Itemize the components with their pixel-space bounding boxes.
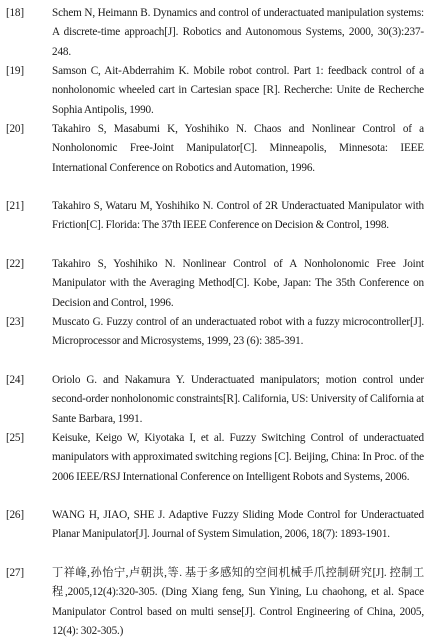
reference-item <box>6 371 424 429</box>
reference-text: WANG H, JIAO, SHE J. Adaptive Fuzzy Sliding Mode Control for Underactuated Planar Manipulator[J]. Journal of System Simulation, 2006, 18(7): 1893-1901. <box>52 509 424 541</box>
reference-item <box>6 62 424 120</box>
reference-item <box>6 313 424 352</box>
reference-item <box>6 429 424 487</box>
reference-text: Keisuke, Keigo W, Kiyotaka I, et al. Fuzzy Switching Control of underactuated manipulators with approximated switching regions [C]. Beijing, China: In Proc. of the 2006 IEEE/RSJ International Conference on Intelligent Robots and Systems, 2006. <box>52 432 424 483</box>
reference-text: Samson C, Ait-Abderrahim K. Mobile robot control. Part 1: feedback control of a nonholonomic wheeled cart in Cartesian space [R]. Recherche: Unite de Recherche Sophia Antipolis, 1990. <box>52 65 424 116</box>
reference-number: [18] <box>6 7 24 19</box>
reference-number: [21] <box>6 200 24 212</box>
reference-text: Muscato G. Fuzzy control of an underactuated robot with a fuzzy microcontroller[J]. Microprocessor and Microsystems, 1999, 23 (6): 385-391. <box>52 316 424 348</box>
reference-number: [27] <box>6 567 24 579</box>
reference-item <box>6 506 424 545</box>
reference-text: Schem N, Heimann B. Dynamics and control of underactuated manipulation systems: A discrete-time approach[J]. Robotics and Autonomous Systems, 2000, 30(3):237-248. <box>52 7 424 58</box>
reference-text: Takahiro S, Wataru M, Yoshihiko N. Control of 2R Underactuated Manipulator with Friction[C]. Florida: The 37th IEEE Conference on Decision & Control, 1998. <box>52 200 424 232</box>
reference-text: 丁祥峰,孙怡宁,卢朝洪,等. 基于多感知的空间机械手爪控制研究[J]. 控制工程,2005,12(4):320-305. (Ding Xiang feng, Sun Yining, Lu chaohong, et al. Space Manipulator Control based on multi sense[J]. Control Engineering of China, 2005, 12(4): 302-305.) <box>52 567 424 637</box>
reference-item <box>6 120 424 178</box>
reference-number: [24] <box>6 374 24 386</box>
reference-text: Oriolo G. and Nakamura Y. Underactuated manipulators; motion control under second-order nonholonomic constraints[R]. California, US: University of California at Sante Barbara, 1991. <box>52 374 424 425</box>
reference-text: Takahiro S, Yoshihiko N. Nonlinear Control of A Nonholonomic Free Joint Manipulator with the Averaging Method[C]. Kobe, Japan: The 35th Conference on Decision and Control, 1996. <box>52 258 424 309</box>
reference-item <box>6 4 424 62</box>
reference-number: [22] <box>6 258 24 270</box>
reference-number: [25] <box>6 432 24 444</box>
reference-number: [20] <box>6 123 24 135</box>
reference-number: [26] <box>6 509 24 521</box>
reference-item <box>6 197 424 236</box>
reference-item <box>6 255 424 313</box>
reference-item <box>6 564 424 641</box>
reference-text: Takahiro S, Masabumi K, Yoshihiko N. Chaos and Nonlinear Control of a Nonholonomic Free-Joint Manipulator[C]. Minneapolis, Minnesota: IEEE International Conference on Robotics and Automation, 1996. <box>52 123 424 174</box>
reference-number: [19] <box>6 65 24 77</box>
reference-number: [23] <box>6 316 24 328</box>
